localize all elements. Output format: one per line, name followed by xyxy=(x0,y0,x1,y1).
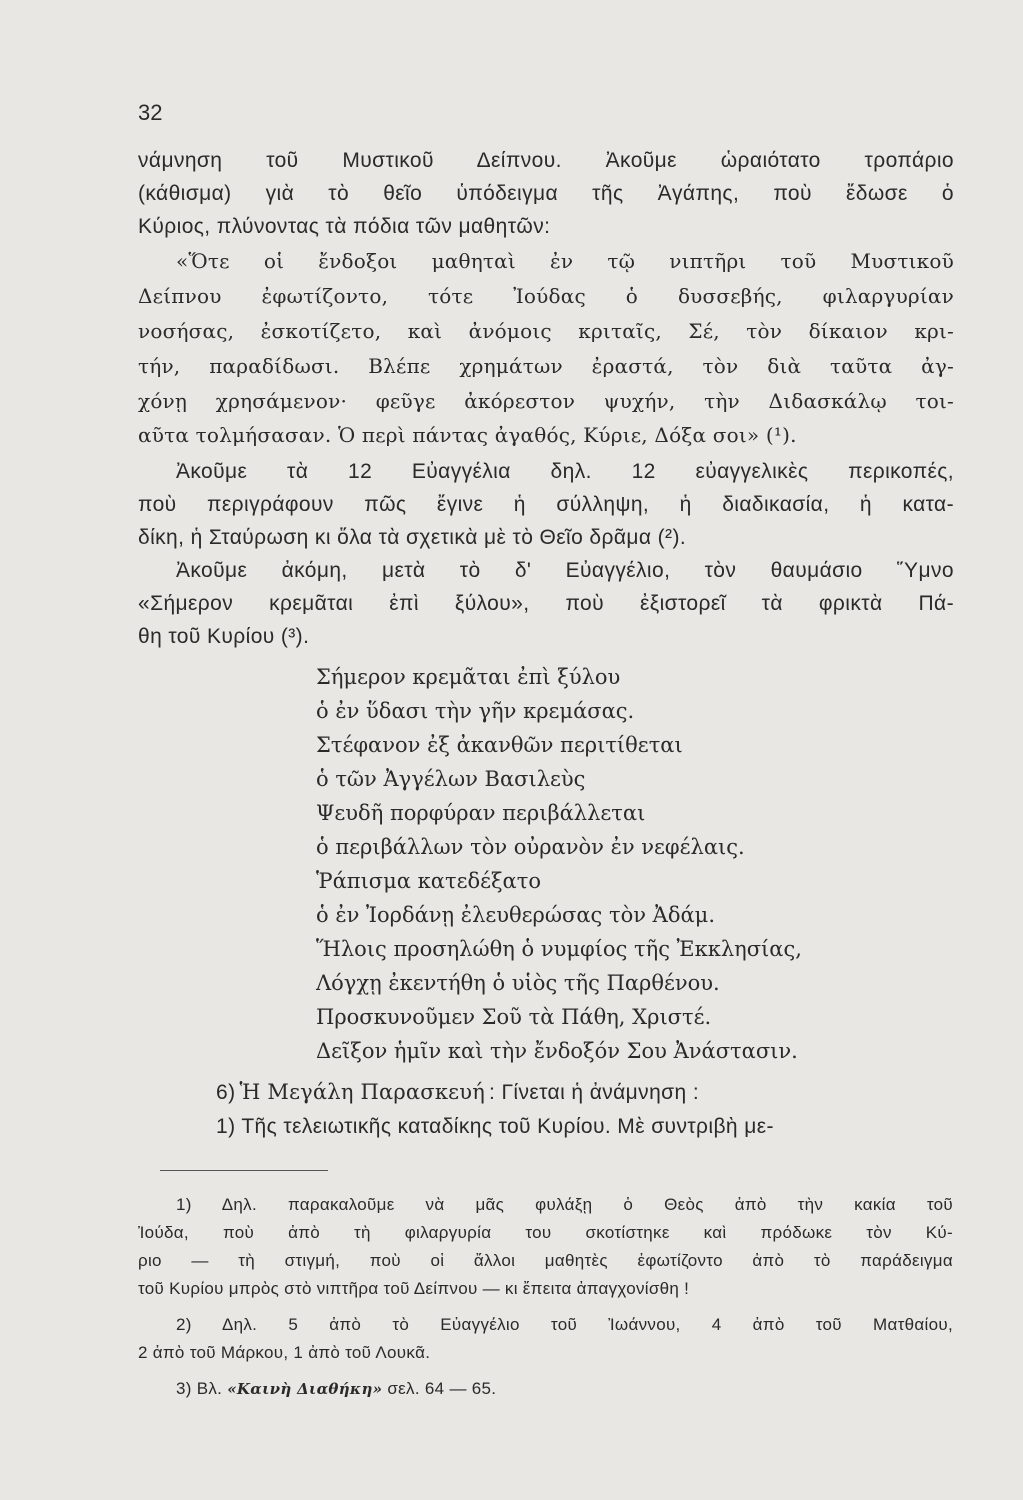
troparion-line: Δείπνου ἐφωτίζοντο, τότε Ἰούδας ὁ δυσσεβής, φιλαργυρίαν xyxy=(138,284,954,308)
footnote-ref: 3) Βλ. xyxy=(176,1379,223,1398)
footnote-line: 2) Δηλ. 5 ἀπὸ τὸ Εὐαγγέλιο τοῦ Ἰωάννου, 4 ἀπὸ τοῦ Ματθαίου, xyxy=(176,1315,953,1334)
body-line: (κάθισμα) γιὰ τὸ θεῖο ὑπόδειγμα τῆς Ἀγάπης, ποὺ ἔδωσε ὁ xyxy=(138,182,954,205)
section-number: 6) xyxy=(216,1081,236,1104)
book-title: «Καινὴ Διαθήκη» xyxy=(227,1380,383,1398)
hymn-line: ὁ περιβάλλων τὸν οὐρανὸν ἐν νεφέλαις. xyxy=(316,835,745,859)
footnote-pages: σελ. 64 — 65. xyxy=(387,1379,497,1398)
troparion-line: «Ὅτε οἱ ἔνδοξοι μαθηταὶ ἐν τῷ νιπτῆρι τοῦ Μυστικοῦ xyxy=(176,249,954,273)
troparion-line: νοσήσας, ἐσκοτίζετο, καὶ ἀνόμοις κριταῖς, Σέ, τὸν δίκαιον κρι- xyxy=(138,319,954,343)
hymn-line: Λόγχῃ ἐκεντήθη ὁ υἱὸς τῆς Παρθένου. xyxy=(316,971,720,995)
troparion-line: χόνῃ χρησάμενον· φεῦγε ἀκόρεστον ψυχήν, τὴν Διδασκάλῳ τοι- xyxy=(138,389,954,413)
body-line: «Σήμερον κρεμᾶται ἐπὶ ξύλου», ποὺ ἐξιστορεῖ τὰ φρικτὰ Πά- xyxy=(138,592,954,615)
body-line: δίκη, ἡ Σταύρωση κι ὅλα τὰ σχετικὰ μὲ τὸ Θεῖο δρᾶμα (²). xyxy=(138,526,687,549)
footnote-line: ριο — τὴ στιγμή, ποὺ οἱ ἄλλοι μαθητὲς ἐφωτίζοντο ἀπὸ τὸ παράδειγμα xyxy=(138,1251,953,1270)
footnote-line xyxy=(176,1380,496,1397)
hymn-line: Δεῖξον ἡμῖν καὶ τὴν ἔνδοξόν Σου Ἀνάστασιν. xyxy=(316,1039,798,1063)
section-heading xyxy=(216,1082,699,1103)
body-line: Ἀκοῦμε ἀκόμη, μετὰ τὸ δ' Εὐαγγέλιο, τὸν θαυμάσιο Ὕμνο xyxy=(176,559,954,582)
hymn-line: Ῥάπισμα κατεδέξατο xyxy=(316,869,541,893)
hymn-line: Προσκυνοῦμεν Σοῦ τὰ Πάθη, Χριστέ. xyxy=(316,1005,712,1029)
hymn-line: Ψευδῆ πορφύραν περιβάλλεται xyxy=(316,801,646,825)
footnote-line: 2 ἀπὸ τοῦ Μάρκου, 1 ἀπὸ τοῦ Λουκᾶ. xyxy=(138,1343,431,1362)
footnote-line: 1) Δηλ. παρακαλοῦμε νὰ μᾶς φυλάξῃ ὁ Θεὸς ἀπὸ τὴν κακία τοῦ xyxy=(176,1195,953,1214)
hymn-line: ὁ ἐν ὕδασι τὴν γῆν κρεμάσας. xyxy=(316,699,635,723)
troparion-line: τήν, παραδίδωσι. Βλέπε χρημάτων ἐραστά, τὸν διὰ ταῦτα ἀγ- xyxy=(138,354,954,378)
body-line: ποὺ περιγράφουν πῶς ἔγινε ἡ σύλληψη, ἡ διαδικασία, ἡ κατα- xyxy=(138,493,954,516)
body-line: νάμνηση τοῦ Μυστικοῦ Δείπνου. Ἀκοῦμε ὡραιότατο τροπάριο xyxy=(138,149,954,172)
body-line: Κύριος, πλύνοντας τὰ πόδια τῶν μαθητῶν: xyxy=(138,215,551,238)
hymn-line: Σήμερον κρεμᾶται ἐπὶ ξύλου xyxy=(316,665,621,689)
hymn-line: Στέφανον ἐξ ἀκανθῶν περιτίθεται xyxy=(316,733,683,757)
section-item: 1) Τῆς τελειωτικῆς καταδίκης τοῦ Κυρίου. Μὲ συντριβὴ με- xyxy=(216,1115,774,1138)
hymn-line: Ἥλοις προσηλώθη ὁ νυμφίος τῆς Ἐκκλησίας, xyxy=(316,937,802,961)
troparion-line: αῦτα τολμήσασαν. Ὁ περὶ πάντας ἀγαθός, Κύριε, Δόξα σοι» (¹). xyxy=(138,423,797,447)
footnote-line: τοῦ Κυρίου μπρὸς στὸ νιπτῆρα τοῦ Δείπνου — κι ἔπειτα ἀπαγχονίσθη ! xyxy=(138,1279,690,1298)
section-title: Ἡ Μεγάλη Παρασκευή xyxy=(239,1080,485,1104)
page-number: 32 xyxy=(138,100,163,125)
body-line: Ἀκοῦμε τὰ 12 Εὐαγγέλια δηλ. 12 εὐαγγελικὲς περικοπές, xyxy=(176,460,954,483)
body-line: θη τοῦ Κυρίου (³). xyxy=(138,625,310,648)
hymn-line: ὁ τῶν Ἀγγέλων Βασιλεὺς xyxy=(316,767,586,791)
section-intro: : Γίνεται ἡ ἀνάμνηση : xyxy=(488,1081,700,1104)
hymn-line: ὁ ἐν Ἰορδάνῃ ἐλευθερώσας τὸν Ἀδάμ. xyxy=(316,903,715,927)
footnote-line: Ἰούδα, ποὺ ἀπὸ τὴ φιλαργυρία του σκοτίστηκε καὶ πρόδωκε τὸν Κύ- xyxy=(138,1223,953,1242)
footnote-divider xyxy=(160,1170,328,1171)
